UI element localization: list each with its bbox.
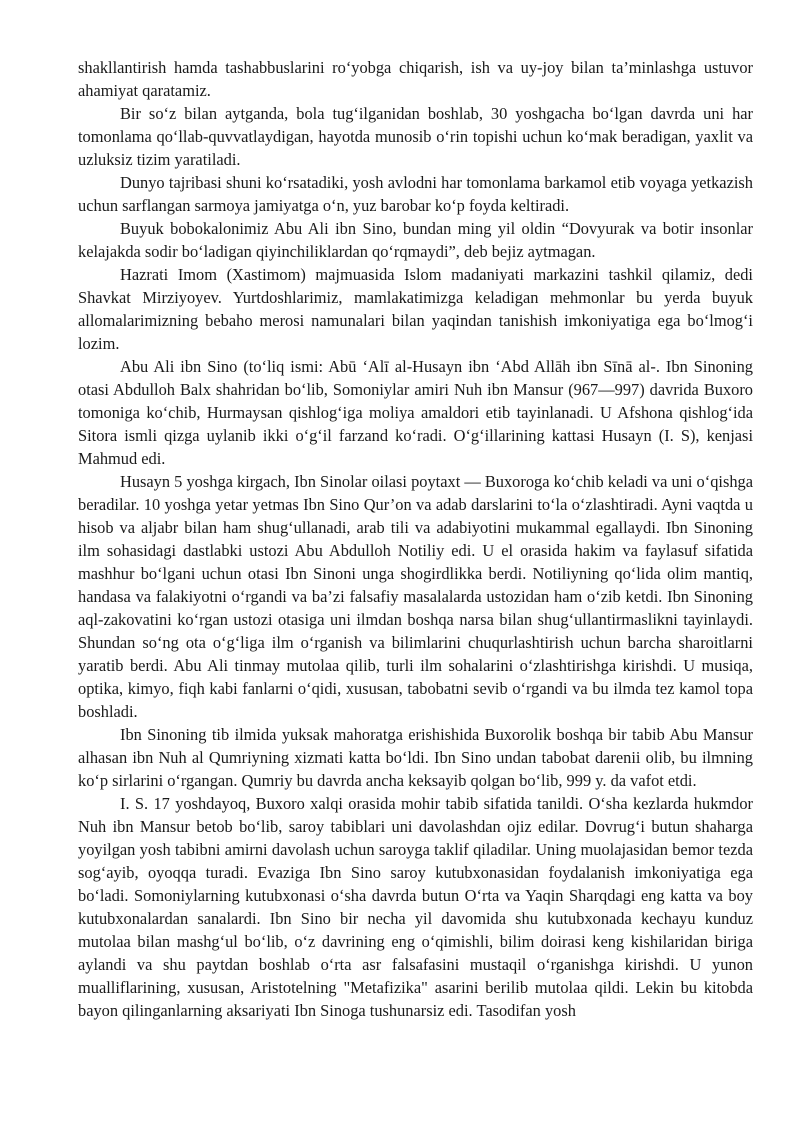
- paragraph: I. S. 17 yoshdayoq, Buxoro xalqi orasida mohir tabib sifatida tanildi. O‘sha kezlarda hukmdor Nuh ibn Mansur betob bo‘lib, saroy tabiblari uni davolashdan ojiz edilar. Dovrug‘i butun shaharga yoyilgan yosh tabibni amirni davolash uchun saroyga taklif qiladilar. Uning muolajasidan bemor tezda sog‘ayib, oyoqqa turadi. Evaziga Ibn Sino saroy kutubxonasidan foydalanish imkoniyatiga ega bo‘ladi. Somoniylarning kutubxonasi o‘sha davrda butun O‘rta va Yaqin Sharqdagi eng katta va boy kutubxonalardan sanalardi. Ibn Sino bir necha yil davomida shu kutubxonada kechayu kunduz mutolaa bilan mashg‘ul bo‘lib, o‘z davrining eng o‘qimishli, bilim doirasi keng kishilaridan biriga aylandi va shu paytdan boshlab o‘rta asr falsafasini mustaqil o‘rganishga kirishdi. U yunon mualliflarining, xususan, Aristotelning "Metafizika" asarini berilib mutolaa qildi. Lekin bu kitobda bayon qilinganlarning aksariyati Ibn Sinoga tushunarsiz edi. Tasodifan yosh: [78, 794, 753, 1020]
- paragraph: Dunyo tajribasi shuni ko‘rsatadiki, yosh avlodni har tomonlama barkamol etib voyaga yetkazish uchun sarflangan sarmoya jamiyatga o‘n, yuz barobar ko‘p foyda keltiradi.: [78, 173, 753, 215]
- paragraph-continued: shakllantirish hamda tashabbuslarini ro‘yobga chiqarish, ish va uy-joy bilan ta’minlashga ustuvor ahamiyat qaratamiz.: [78, 58, 753, 100]
- paragraph: Abu Ali ibn Sino (to‘liq ismi: Abū ‘Alī al-Husayn ibn ‘Abd Allāh ibn Sīnā al-. Ibn Sinoning otasi Abdulloh Balx shahridan bo‘lib, Somoniylar amiri Nuh ibn Mansur (967—997) davrida Buxoro tomoniga ko‘chib, Hurmaysan qishlog‘iga moliya amaldori etib tayinlanadi. U Afshona qishlog‘ida Sitora ismli qizga uylanib ikki o‘g‘il farzand ko‘radi. O‘g‘illarining kattasi Husayn (I. S), kenjasi Mahmud edi.: [78, 357, 753, 468]
- paragraph: Buyuk bobokalonimiz Abu Ali ibn Sino, bundan ming yil oldin “Dovyurak va botir insonlar kelajakda sodir bo‘ladigan qiyinchiliklardan qo‘rqmaydi”, deb bejiz aytmagan.: [78, 219, 753, 261]
- document-page: [78, 56, 753, 1022]
- paragraph: Husayn 5 yoshga kirgach, Ibn Sinolar oilasi poytaxt — Buxoroga ko‘chib keladi va uni o‘qishga beradilar. 10 yoshga yetar yetmas Ibn Sino Qur’on va adab darslarini to‘la o‘zlashtiradi. Ayni vaqtda u hisob va aljabr bilan ham shug‘ullanadi, arab tili va adabiyotini mukammal egallaydi. Ibn Sinoning ilm sohasidagi dastlabki ustozi Abu Abdulloh Notiliy edi. U el orasida hakim va faylasuf sifatida mashhur bo‘lgani uchun otasi Ibn Sinoni unga shogirdlikka berdi. Notiliyning qo‘lida olim mantiq, handasa va falakiyotni o‘rgandi va ba’zi falsafiy masalalarda ustozidan ham o‘zib ketdi. Ibn Sinoning aql-zakovatini ko‘rgan ustozi otasiga uni ilmdan boshqa narsa bilan shug‘ullantirmaslikni tayinlaydi. Shundan so‘ng ota o‘g‘liga ilm o‘rganish va bilimlarini chuqurlashtirish uchun barcha sharoitlarni yaratib berdi. Abu Ali tinmay mutolaa qilib, turli ilm sohalarini o‘zlashtirishga kirishdi. U musiqa, optika, kimyo, fiqh kabi fanlarni o‘qidi, xususan, tabobatni sevib o‘rgandi va bu ilmda tez kamol topa boshladi.: [78, 472, 753, 721]
- paragraph: Ibn Sinoning tib ilmida yuksak mahoratga erishishida Buxorolik boshqa bir tabib Abu Mansur alhasan ibn Nuh al Qumriyning xizmati katta bo‘ldi. Ibn Sino undan tabobat darenii olib, bu ilmning ko‘p sirlarini o‘rgangan. Qumriy bu davrda ancha keksayib qolgan bo‘lib, 999 y. da vafot etdi.: [78, 725, 753, 790]
- paragraph: Hazrati Imom (Xastimom) majmuasida Islom madaniyati markazini tashkil qilamiz, dedi Shavkat Mirziyoyev. Yurtdoshlarimiz, mamlakatimizga keladigan mehmonlar bu yerda buyuk allomalarimizning bebaho merosi namunalari bilan yaqindan tanishish imkoniyatiga ega bo‘lmog‘i lozim.: [78, 265, 753, 353]
- paragraph: Bir so‘z bilan aytganda, bola tug‘ilganidan boshlab, 30 yoshgacha bo‘lgan davrda uni har tomonlama qo‘llab-quvvatlaydigan, hayotda munosib o‘rin topishi uchun ko‘mak beradigan, yaxlit va uzluksiz tizim yaratiladi.: [78, 104, 753, 169]
